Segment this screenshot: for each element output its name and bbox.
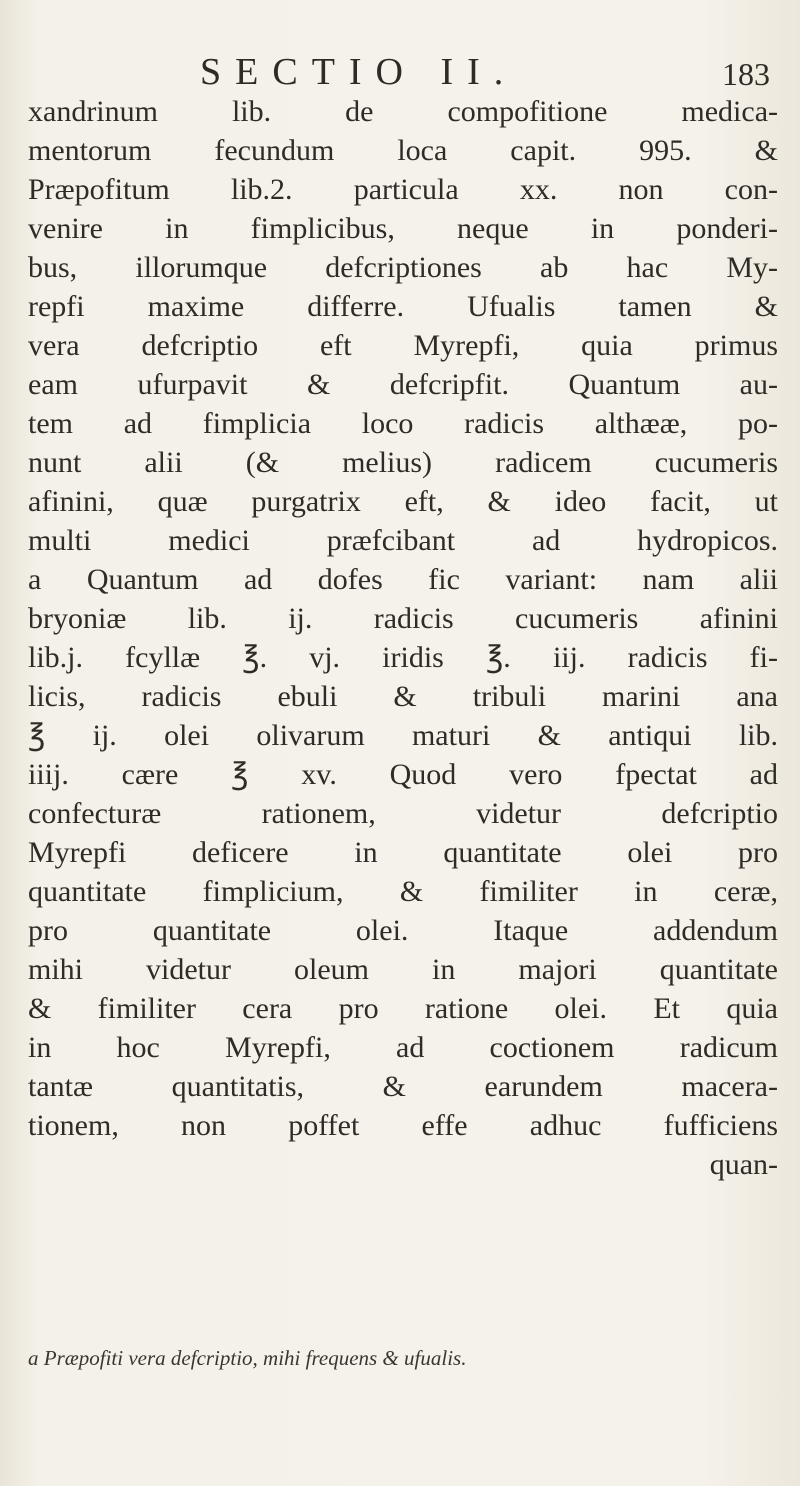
text-line: pro quantitate olei. Itaque addendum — [28, 914, 778, 947]
footnote: a Præpofiti vera defcriptio, mihi frequens & ufualis. — [28, 1346, 467, 1370]
text-line: confecturæ rationem, videtur defcriptio — [28, 797, 778, 830]
text-line: bus, illorumque defcriptiones ab hac My- — [28, 251, 778, 284]
text-line: tantæ quantitatis, & earundem macera- — [28, 1070, 778, 1103]
text-line: tionem, non poffet effe adhuc fufficiens — [28, 1109, 778, 1142]
text-line: licis, radicis ebuli & tribuli marini ana — [28, 680, 778, 713]
text-line: eam ufurpavit & defcripfit. Quantum au- — [28, 368, 778, 401]
catchword: quan- — [709, 1148, 778, 1181]
text-line: iiij. cære ℥ xv. Quod vero fpectat ad — [28, 758, 778, 791]
text-line: xandrinum lib. de compofitione medica- — [28, 95, 778, 128]
text-line: repfi maxime differre. Ufualis tamen & — [28, 290, 778, 323]
text-line: nunt alii (& melius) radicem cucumeris — [28, 446, 778, 479]
text-line: vera defcriptio eft Myrepfi, quia primus — [28, 329, 778, 362]
text-line: tem ad fimplicia loco radicis althææ, po- — [28, 407, 778, 440]
text-line: multi medici præfcibant ad hydropicos. — [28, 524, 778, 557]
body-text — [28, 92, 778, 1184]
text-line: a Quantum ad dofes fic variant: nam alii — [28, 563, 778, 596]
text-line: Myrepfi deficere in quantitate olei pro — [28, 836, 778, 869]
text-line: mihi videtur oleum in majori quantitate — [28, 953, 778, 986]
text-line: lib.j. fcyllæ ℥. vj. iridis ℥. iij. radicis fi- — [28, 641, 778, 674]
text-line: & fimiliter cera pro ratione olei. Et quia — [28, 992, 778, 1025]
text-line: venire in fimplicibus, neque in ponderi- — [28, 212, 778, 245]
text-line: in hoc Myrepfi, ad coctionem radicum — [28, 1031, 778, 1064]
text-line: Præpofitum lib.2. particula xx. non con- — [28, 173, 778, 206]
page-number: 183 — [722, 56, 770, 92]
text-line: ℥ ij. olei olivarum maturi & antiqui lib. — [28, 719, 778, 752]
text-line: bryoniæ lib. ij. radicis cucumeris afinini — [28, 602, 778, 635]
text-line: afinini, quæ purgatrix eft, & ideo facit, ut — [28, 485, 778, 518]
text-line: quantitate fimplicium, & fimiliter in ceræ, — [28, 875, 778, 908]
page-header — [0, 48, 800, 98]
text-line: mentorum fecundum loca capit. 995. & — [28, 134, 778, 167]
running-head: SECTIO II. — [200, 51, 518, 93]
